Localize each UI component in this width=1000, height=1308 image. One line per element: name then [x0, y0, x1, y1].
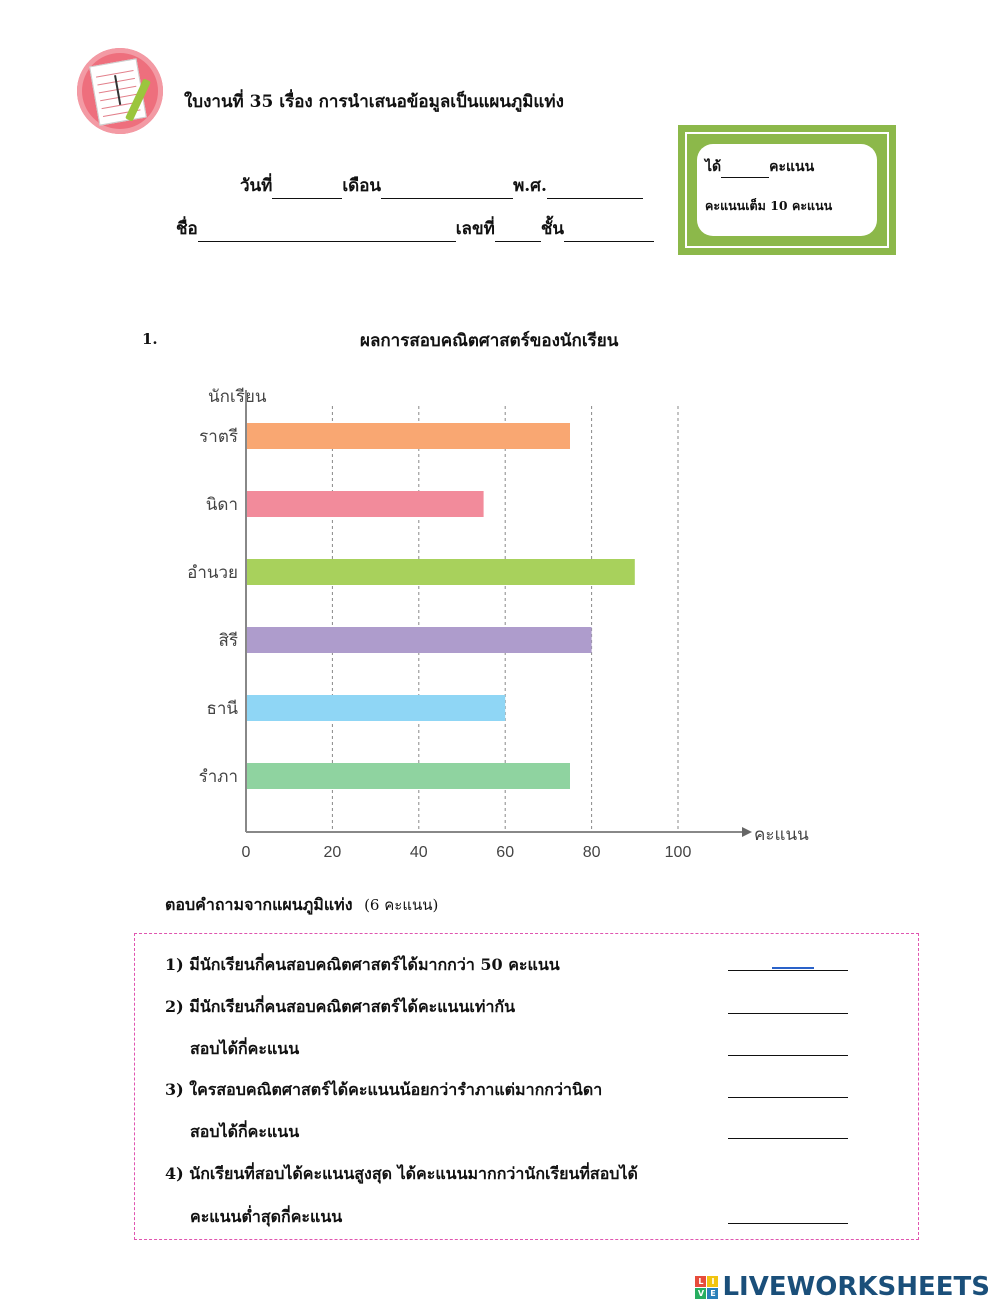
badge-letter: V: [695, 1288, 706, 1299]
category-label: ราตรี: [199, 427, 238, 446]
score-points-label: คะแนน: [769, 159, 815, 175]
x-axis-arrow-icon: [742, 827, 752, 837]
bar: [247, 559, 635, 585]
question-number: 1.: [142, 330, 158, 348]
class-blank[interactable]: [564, 223, 654, 242]
category-label: ธานี: [206, 699, 238, 718]
date-row: [240, 172, 643, 199]
bar: [247, 763, 570, 789]
number-blank[interactable]: [495, 223, 541, 242]
answer-highlight: [772, 967, 814, 969]
badge-letter: L: [695, 1276, 706, 1287]
score-blank[interactable]: [721, 163, 769, 178]
bar: [247, 627, 592, 653]
name-blank[interactable]: [198, 223, 456, 242]
question-4: 4) นักเรียนที่สอบได้คะแนนสูงสุด ได้คะแนนมากกว่านักเรียนที่สอบได้: [165, 1164, 638, 1183]
bar: [247, 491, 484, 517]
bar-chart: [0, 370, 1000, 870]
questions-heading: [165, 893, 438, 918]
class-label: ชั้น: [540, 219, 564, 239]
question-1: 1) มีนักเรียนกี่คนสอบคณิตศาสตร์ได้มากกว่า 50 คะแนน: [165, 955, 560, 974]
brand-text: LIVEWORKSHEETS: [722, 1272, 990, 1302]
liveworksheets-brand[interactable]: [695, 1272, 990, 1302]
x-tick-label: 40: [409, 844, 428, 861]
chart-title: ผลการสอบคณิตศาสตร์ของนักเรียน: [360, 331, 619, 351]
liveworksheets-logo-icon: [695, 1276, 718, 1299]
answer-line-3b[interactable]: [728, 1138, 848, 1139]
month-blank[interactable]: [381, 180, 513, 199]
score-got-label: ได้: [705, 159, 722, 175]
x-tick-label: 80: [582, 844, 601, 861]
bar: [247, 423, 570, 449]
day-label: วันที่: [240, 176, 273, 196]
x-tick-label: 20: [323, 844, 342, 861]
month-label: เดือน: [342, 176, 382, 196]
question-2: 2) มีนักเรียนกี่คนสอบคณิตศาสตร์ได้คะแนนเท่ากัน: [165, 997, 516, 1016]
year-blank[interactable]: [547, 180, 643, 199]
questions-points: (6 คะแนน): [364, 896, 439, 914]
x-tick-label: 60: [496, 844, 515, 861]
day-blank[interactable]: [272, 180, 342, 199]
questions-heading-text: ตอบคำถามจากแผนภูมิแท่ง: [165, 895, 353, 914]
question-4-sub: คะแนนต่ำสุดกี่คะแนน: [190, 1207, 343, 1226]
category-label: สิรี: [218, 631, 238, 650]
score-box: [678, 125, 896, 255]
badge-letter: E: [707, 1288, 718, 1299]
answer-line-1[interactable]: [728, 970, 848, 971]
bar: [247, 695, 505, 721]
question-3-sub: สอบได้กี่คะแนน: [190, 1122, 300, 1141]
category-label: รำภา: [198, 767, 238, 786]
x-tick-label: 100: [664, 844, 692, 861]
question-3: 3) ใครสอบคณิตศาสตร์ได้คะแนนน้อยกว่ารำภาแต่มากกว่านิดา: [165, 1080, 603, 1099]
category-label: อำนวย: [187, 563, 238, 582]
number-label: เลขที่: [455, 219, 495, 239]
name-label: ชื่อ: [176, 219, 198, 239]
answer-line-2b[interactable]: [728, 1055, 848, 1056]
category-label: นิดา: [205, 495, 238, 514]
x-axis-label: คะแนน: [754, 825, 809, 844]
answer-line-3a[interactable]: [728, 1097, 848, 1098]
x-tick-label: 0: [241, 844, 251, 861]
answer-line-4[interactable]: [728, 1223, 848, 1224]
full-score-text: คะแนนเต็ม 10 คะแนน: [705, 198, 833, 213]
answer-line-2a[interactable]: [728, 1013, 848, 1014]
name-row: [176, 215, 654, 242]
badge-letter: I: [707, 1276, 718, 1287]
year-label: พ.ศ.: [513, 176, 547, 196]
worksheet-title: ใบงานที่ 35 เรื่อง การนำเสนอข้อมูลเป็นแผนภูมิแท่ง: [184, 92, 564, 112]
y-axis-label: นักเรียน: [208, 387, 267, 406]
question-2-sub: สอบได้กี่คะแนน: [190, 1039, 300, 1058]
